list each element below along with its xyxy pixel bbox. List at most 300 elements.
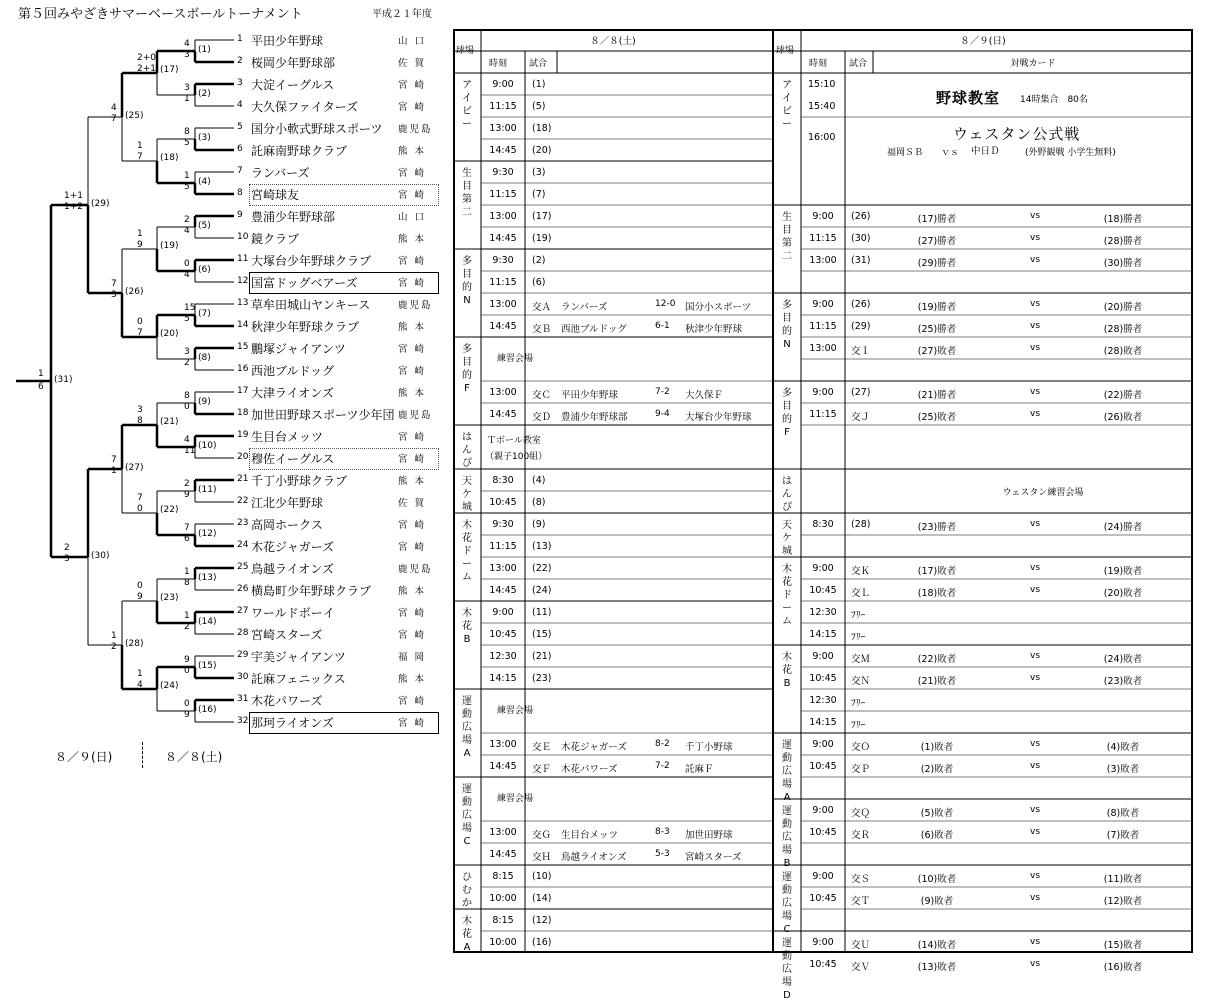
team-number: 16	[237, 364, 249, 374]
team-name: 大淀イーグルス	[251, 78, 335, 92]
round1-score-bottom: 9	[184, 490, 190, 500]
day1-team-b: 秋津少年野球	[685, 324, 743, 335]
day2-venue-name: 木花B	[782, 652, 792, 689]
team-name: 大津ライオンズ	[251, 386, 334, 400]
day2-team-b: (7)敗者	[1106, 830, 1140, 841]
team-number: 7	[237, 166, 243, 176]
day1-time: 14:45	[489, 409, 517, 420]
day2-team-b: (24)敗者	[1103, 654, 1143, 665]
day1-game: 交Ｅ	[532, 742, 552, 753]
day2-venue-name: 生目第二	[782, 212, 792, 262]
day2-vs: vs	[1029, 343, 1041, 353]
team-name: 豊浦少年野球部	[251, 210, 336, 224]
day1-score: 8-2	[655, 739, 670, 749]
day1-team-b: 加世田野球	[685, 830, 733, 841]
day2-vs: vs	[1029, 211, 1041, 221]
final-match-label: (31)	[54, 375, 73, 385]
day1-game: (19)	[532, 233, 552, 244]
team-number: 4	[237, 100, 243, 110]
team-name: 木花ジャガーズ	[251, 540, 335, 554]
day1-score: 7-2	[655, 387, 670, 397]
day2-vs: vs	[1029, 563, 1041, 573]
day2-card-header: 対戦カード	[1010, 59, 1056, 69]
round1-match-label: (4)	[198, 177, 211, 187]
day2-game: ﾌﾘｰ	[851, 610, 866, 621]
day2-team-a: (6)敗者	[920, 830, 954, 841]
day1-game: (17)	[532, 211, 552, 222]
team-name: 草牟田城山ヤンキース	[251, 298, 371, 312]
day1-team-a: 平田少年野球	[561, 390, 619, 401]
day1-team-a: 木花ジャガーズ	[561, 742, 627, 753]
day1-note: 練習会場	[497, 794, 534, 804]
round1-score-bottom: 8	[184, 578, 190, 588]
team-name: 秋津少年野球クラブ	[251, 320, 360, 334]
team-name: 横島町少年野球クラブ	[251, 584, 372, 598]
day1-score: 5-3	[655, 849, 670, 859]
day2-venue-name: 運動広場A	[782, 740, 792, 803]
team-name: 西池ブルドッグ	[251, 364, 335, 378]
day2-game: ﾌﾘｰ	[851, 720, 866, 731]
day1-game: (21)	[532, 651, 552, 662]
day2-team-b: (28)敗者	[1103, 346, 1143, 357]
round1-match-label: (5)	[198, 221, 211, 231]
round4-match-label: (30)	[91, 551, 110, 561]
day2-team-a: (9)敗者	[920, 896, 954, 907]
team-prefecture: 宮 崎	[398, 344, 427, 355]
day2-game-header: 試合	[849, 59, 868, 69]
team-name: 千丁小野球クラブ	[251, 474, 348, 488]
round3-score-top: 7	[111, 455, 117, 465]
day1-time: 13:00	[489, 299, 517, 310]
day2-team-b: (26)敗者	[1103, 412, 1143, 423]
day2-game: (31)	[851, 255, 871, 266]
round2-score-bottom: 0	[137, 504, 143, 514]
round2-score-top: 1	[137, 669, 143, 679]
team-name: 大塚台少年野球クラブ	[251, 254, 372, 268]
day2-team-b: (20)勝者	[1103, 302, 1143, 313]
round1-score-top: 8	[184, 391, 190, 401]
team-name: 平田少年野球	[251, 34, 324, 48]
round1-match-label: (6)	[198, 265, 211, 275]
round1-score-top: 8	[184, 127, 190, 137]
round1-match-label: (9)	[198, 397, 211, 407]
day1-time: 13:00	[489, 211, 517, 222]
day1-team-a: 豊浦少年野球部	[561, 412, 628, 423]
round1-score-top: 1	[184, 567, 190, 577]
day1-venue-name: 天ケ城	[462, 476, 472, 513]
day2-game: 交Ｐ	[851, 764, 871, 775]
day2-team-b: (18)勝者	[1103, 214, 1143, 225]
day2-venue-header: 球場	[776, 46, 795, 56]
day1-venue-name: 多目的F	[462, 344, 472, 394]
team-prefecture: 宮 崎	[398, 696, 427, 707]
final-score-top: 1	[38, 369, 44, 379]
day2-team-a: (14)敗者	[917, 940, 957, 951]
team-prefecture: 熊 本	[398, 674, 427, 685]
team-prefecture: 宮 崎	[398, 190, 427, 201]
day1-time: 14:45	[489, 849, 517, 860]
day1-team-b: 大久保Ｆ	[685, 390, 724, 401]
round2-score-top: 2+0	[137, 53, 156, 63]
round2-match-label: (17)	[160, 65, 179, 75]
team-name: 加世田野球スポーツ少年団	[251, 408, 395, 422]
team-name: 託麻フェニックス	[251, 672, 346, 686]
day1-time: 14:45	[489, 585, 517, 596]
highlight-box	[249, 448, 439, 470]
team-number: 19	[237, 430, 249, 440]
day2-team-b: (15)敗者	[1103, 940, 1143, 951]
day1-game: (18)	[532, 123, 552, 134]
day2-time: 11:15	[809, 409, 837, 420]
round1-match-label: (12)	[198, 529, 217, 539]
day2-game: 交Ｕ	[851, 940, 871, 951]
round1-match-label: (13)	[198, 573, 217, 583]
round1-score-top: 15	[184, 303, 196, 313]
day1-game: 交Ｄ	[532, 412, 552, 423]
team-prefecture: 熊 本	[398, 234, 427, 245]
round1-score-top: 3	[184, 83, 190, 93]
team-number: 12	[237, 276, 249, 286]
team-name: ランバーズ	[251, 166, 310, 180]
round1-score-top: 1	[184, 611, 190, 621]
day1-venue-name: 木花B	[462, 608, 472, 645]
team-prefecture: 宮 崎	[398, 718, 427, 729]
round1-match-label: (1)	[198, 45, 211, 55]
round2-score-top: 0	[137, 581, 143, 591]
day2-vs: vs	[1029, 893, 1041, 903]
round2-match-label: (20)	[160, 329, 179, 339]
day1-venue-name: 木花ドーム	[462, 520, 472, 583]
day2-team-b: (28)勝者	[1103, 236, 1143, 247]
team-prefecture: 宮 崎	[398, 630, 427, 641]
day2-game: 交Ｖ	[851, 962, 871, 973]
day1-time: 14:45	[489, 145, 517, 156]
team-number: 15	[237, 342, 249, 352]
day1-time: 13:00	[489, 739, 517, 750]
final-score-bottom: 6	[38, 382, 44, 392]
round2-match-label: (24)	[160, 681, 179, 691]
team-number: 5	[237, 122, 243, 132]
round2-score-bottom: 7	[137, 328, 143, 338]
round1-score-bottom: 5	[184, 138, 190, 148]
day1-time: 14:45	[489, 761, 517, 772]
day2-vs: vs	[1029, 255, 1041, 265]
day2-game: 交Ｒ	[851, 830, 871, 841]
team-prefecture: 佐 賀	[398, 498, 427, 509]
round1-match-label: (14)	[198, 617, 217, 627]
day1-game: (1)	[532, 79, 546, 90]
round2-match-label: (22)	[160, 505, 179, 515]
day2-venue-name: 多目的F	[782, 388, 792, 438]
day1-game: (11)	[532, 607, 552, 618]
day2-game: (26)	[851, 299, 871, 310]
day2-team-a: (29)勝者	[917, 258, 957, 269]
day2-time: 12:30	[809, 695, 837, 706]
round3-match-label: (28)	[125, 639, 144, 649]
day1-game: (20)	[532, 145, 552, 156]
day2-team-a: (27)敗者	[917, 346, 957, 357]
team-prefecture: 熊 本	[398, 322, 427, 333]
day1-time: 9:00	[492, 79, 514, 90]
day1-team-b: 宮崎スターズ	[685, 852, 742, 863]
round1-match-label: (7)	[198, 309, 211, 319]
day1-game: (13)	[532, 541, 552, 552]
day1-time: 8:15	[492, 915, 514, 926]
day2-team-a: (25)勝者	[917, 324, 957, 335]
day2-vs: vs	[1029, 673, 1041, 683]
day1-game: (3)	[532, 167, 546, 178]
team-number: 20	[237, 452, 249, 462]
team-name: 宇美ジャイアンツ	[251, 650, 346, 664]
round2-match-label: (18)	[160, 153, 179, 163]
round1-score-top: 0	[184, 259, 190, 269]
day2-vs: vs	[1029, 585, 1041, 595]
team-number: 22	[237, 496, 249, 506]
day1-game: (5)	[532, 101, 546, 112]
day2-venue-name: 運動広場B	[782, 806, 792, 869]
team-number: 26	[237, 584, 249, 594]
day2-game: ﾌﾘｰ	[851, 632, 866, 643]
day1-time: 11:15	[489, 277, 517, 288]
day2-venue-name: アイビー	[782, 80, 792, 130]
round3-score-bottom: 3	[111, 290, 117, 300]
day2-team-a: (19)勝者	[917, 302, 957, 313]
day2-team-b: (24)勝者	[1103, 522, 1143, 533]
day2-team-a: (18)敗者	[917, 588, 957, 599]
day2-team-b: (23)敗者	[1103, 676, 1143, 687]
day2-team-a: (1)敗者	[920, 742, 954, 753]
day2-time: 11:15	[809, 233, 837, 244]
team-name: 宮崎スターズ	[251, 628, 323, 642]
day2-time: 10:45	[809, 827, 837, 838]
team-name: 国分小軟式野球スポーツ	[251, 122, 383, 136]
day2-game: (28)	[851, 519, 871, 530]
team-name: 穆佐イーグルス	[251, 452, 335, 466]
round1-score-bottom: 2	[184, 358, 190, 368]
day2-time: 13:00	[809, 343, 837, 354]
day1-game: (8)	[532, 497, 546, 508]
day1-game: (14)	[532, 893, 552, 904]
team-name: 高岡ホークス	[251, 518, 323, 532]
team-number: 30	[237, 672, 249, 682]
round3-match-label: (26)	[125, 287, 144, 297]
day1-game: (16)	[532, 937, 552, 948]
ivy-western: ウェスタン公式戦	[953, 125, 1081, 143]
team-prefecture: 熊 本	[398, 476, 427, 487]
day1-score: 6-1	[655, 321, 670, 331]
day2-game: ﾌﾘｰ	[851, 698, 866, 709]
day2-time: 14:15	[809, 717, 837, 728]
team-number: 32	[237, 716, 249, 726]
day1-team-b: 託麻Ｆ	[685, 764, 714, 775]
round1-score-top: 0	[184, 699, 190, 709]
day1-game: (9)	[532, 519, 546, 530]
day2-time: 13:00	[809, 255, 837, 266]
team-number: 28	[237, 628, 249, 638]
day2-game: 交Ｊ	[851, 412, 871, 423]
day1-time: 13:00	[489, 387, 517, 398]
round1-score-bottom: 9	[184, 710, 190, 720]
day2-game: (30)	[851, 233, 871, 244]
highlight-box	[249, 712, 439, 734]
round2-score-bottom: 7	[137, 152, 143, 162]
round1-score-bottom: 4	[184, 270, 190, 280]
round3-score-bottom: 7	[111, 114, 117, 124]
day2-team-a: (17)勝者	[917, 214, 957, 225]
day1-time: 11:15	[489, 189, 517, 200]
round3-match-label: (25)	[125, 111, 144, 121]
day2-time: 9:00	[812, 299, 834, 310]
round2-score-bottom: 9	[137, 592, 143, 602]
day2-vs: vs	[1029, 805, 1041, 815]
day1-team-b: 千丁小野球	[685, 742, 733, 753]
team-number: 25	[237, 562, 249, 572]
day2-vs: vs	[1029, 321, 1041, 331]
page-subtitle: 平成２１年度	[372, 9, 432, 20]
day1-venue-name: 多目的N	[462, 256, 472, 306]
day1-venue-name: はんぴ	[462, 432, 472, 469]
day1-game: (22)	[532, 563, 552, 574]
day2-time: 10:45	[809, 959, 837, 970]
team-prefecture: 鹿児島	[398, 300, 433, 311]
day2-vs: vs	[1029, 651, 1041, 661]
team-prefecture: 宮 崎	[398, 278, 427, 289]
day1-game: (4)	[532, 475, 546, 486]
day1-note: 練習会場	[497, 354, 534, 364]
day2-team-b: (19)敗者	[1103, 566, 1143, 577]
day1-game: 交Ｇ	[532, 830, 552, 841]
round2-score-bottom: 9	[137, 240, 143, 250]
day2-vs: vs	[1029, 519, 1041, 529]
day1-date: ８／８(土)	[590, 36, 636, 47]
day1-time: 14:15	[489, 673, 517, 684]
team-number: 3	[237, 78, 243, 88]
round2-score-top: 1	[137, 229, 143, 239]
round2-match-label: (21)	[160, 417, 179, 427]
day1-team-a: 生目台メッツ	[561, 830, 619, 841]
day2-team-a: (5)敗者	[920, 808, 954, 819]
team-number: 6	[237, 144, 243, 154]
round1-match-label: (11)	[198, 485, 217, 495]
day1-time-header: 時刻	[489, 59, 508, 69]
day2-team-a: (22)敗者	[917, 654, 957, 665]
day2-game: 交Ｎ	[851, 676, 871, 687]
day1-game: (10)	[532, 871, 552, 882]
day2-vs: vs	[1029, 233, 1041, 243]
round1-match-label: (16)	[198, 705, 217, 715]
team-prefecture: 宮 崎	[398, 168, 427, 179]
team-prefecture: 宮 崎	[398, 102, 427, 113]
day1-time: 9:00	[492, 607, 514, 618]
ivy-west-note: (外野観戦 小学生無料)	[1025, 148, 1116, 158]
round1-score-bottom: 3	[184, 50, 190, 60]
day1-time: 9:30	[492, 167, 514, 178]
ivy-west-home: 福岡ＳＢ	[887, 148, 924, 158]
team-prefecture: 宮 崎	[398, 454, 427, 465]
round1-score-bottom: 0	[184, 402, 190, 412]
day2-game: (29)	[851, 321, 871, 332]
round1-score-bottom: 4	[184, 226, 190, 236]
team-number: 27	[237, 606, 249, 616]
day2-game: 交Ｋ	[851, 566, 871, 577]
round1-score-top: 3	[184, 347, 190, 357]
round2-match-label: (23)	[160, 593, 179, 603]
team-prefecture: 宮 崎	[398, 542, 427, 553]
day2-game: 交Ｏ	[851, 742, 871, 753]
day1-time: 10:45	[489, 629, 517, 640]
team-prefecture: 宮 崎	[398, 80, 427, 91]
round2-score-top: 7	[137, 493, 143, 503]
team-name: 国富ドッグベアーズ	[251, 276, 358, 290]
day2-vs: vs	[1029, 937, 1041, 947]
team-name: 那珂ライオンズ	[251, 716, 334, 730]
day1-time: 12:30	[489, 651, 517, 662]
team-prefecture: 山 口	[398, 36, 427, 47]
round1-score-bottom: 0	[184, 666, 190, 676]
day2-game: (27)	[851, 387, 871, 398]
team-name: ワールドボーイ	[251, 606, 335, 620]
day1-time: 14:45	[489, 321, 517, 332]
day2-game: 交Ｔ	[851, 896, 871, 907]
round3-score-bottom: 1	[111, 466, 117, 476]
team-name: 桜岡少年野球部	[251, 56, 336, 70]
day1-score: 7-2	[655, 761, 670, 771]
day2-time: 9:00	[812, 211, 834, 222]
day2-vs: vs	[1029, 299, 1041, 309]
bracket-date-right: ８／８(土)	[165, 750, 223, 764]
team-name: 鏡クラブ	[251, 232, 300, 246]
ivy-clinic-note: 14時集合 80名	[1020, 95, 1088, 105]
round4-match-label: (29)	[91, 199, 110, 209]
round1-match-label: (10)	[198, 441, 217, 451]
day2-team-b: (4)敗者	[1106, 742, 1140, 753]
team-name: 鳥越ライオンズ	[251, 562, 334, 576]
ivy-clinic: 野球教室	[936, 89, 1001, 107]
day1-team-a: 木花パワーズ	[561, 764, 618, 775]
day2-venue-name: 運動広場C	[782, 872, 792, 935]
day2-team-a: (21)敗者	[917, 676, 957, 687]
hanpi-note: ウェスタン練習会場	[1002, 488, 1084, 498]
day1-team-a: ランバーズ	[561, 302, 608, 313]
day2-date: ８／９(日)	[960, 36, 1006, 47]
day2-game: 交Ｓ	[851, 874, 871, 885]
team-number: 11	[237, 254, 249, 264]
day2-venue-name: 運動広場D	[782, 938, 792, 1001]
round1-match-label: (8)	[198, 353, 211, 363]
day1-score: 9-4	[655, 409, 670, 419]
round1-score-top: 2	[184, 479, 190, 489]
day2-team-b: (3)敗者	[1106, 764, 1140, 775]
day1-time: 14:45	[489, 233, 517, 244]
day2-venue-name: 木花ドーム	[782, 564, 792, 627]
day2-time: 11:15	[809, 321, 837, 332]
day1-time: 9:30	[492, 255, 514, 266]
day2-time: 12:30	[809, 607, 837, 618]
day1-game: 交Ａ	[532, 302, 552, 313]
day1-game: 交Ｈ	[532, 852, 552, 863]
day2-time: 14:15	[809, 629, 837, 640]
day1-venue-name: 木花A	[462, 916, 472, 953]
day1-note: 練習会場	[497, 706, 534, 716]
round4-score-top: 2	[64, 543, 70, 553]
day1-game: (2)	[532, 255, 546, 266]
day2-time: 9:00	[812, 805, 834, 816]
day2-venue-name: 天ケ城	[782, 520, 792, 557]
round2-score-top: 0	[137, 317, 143, 327]
round2-score-bottom: 2+1	[137, 64, 156, 74]
day1-game: (12)	[532, 915, 552, 926]
day2-team-a: (17)敗者	[917, 566, 957, 577]
